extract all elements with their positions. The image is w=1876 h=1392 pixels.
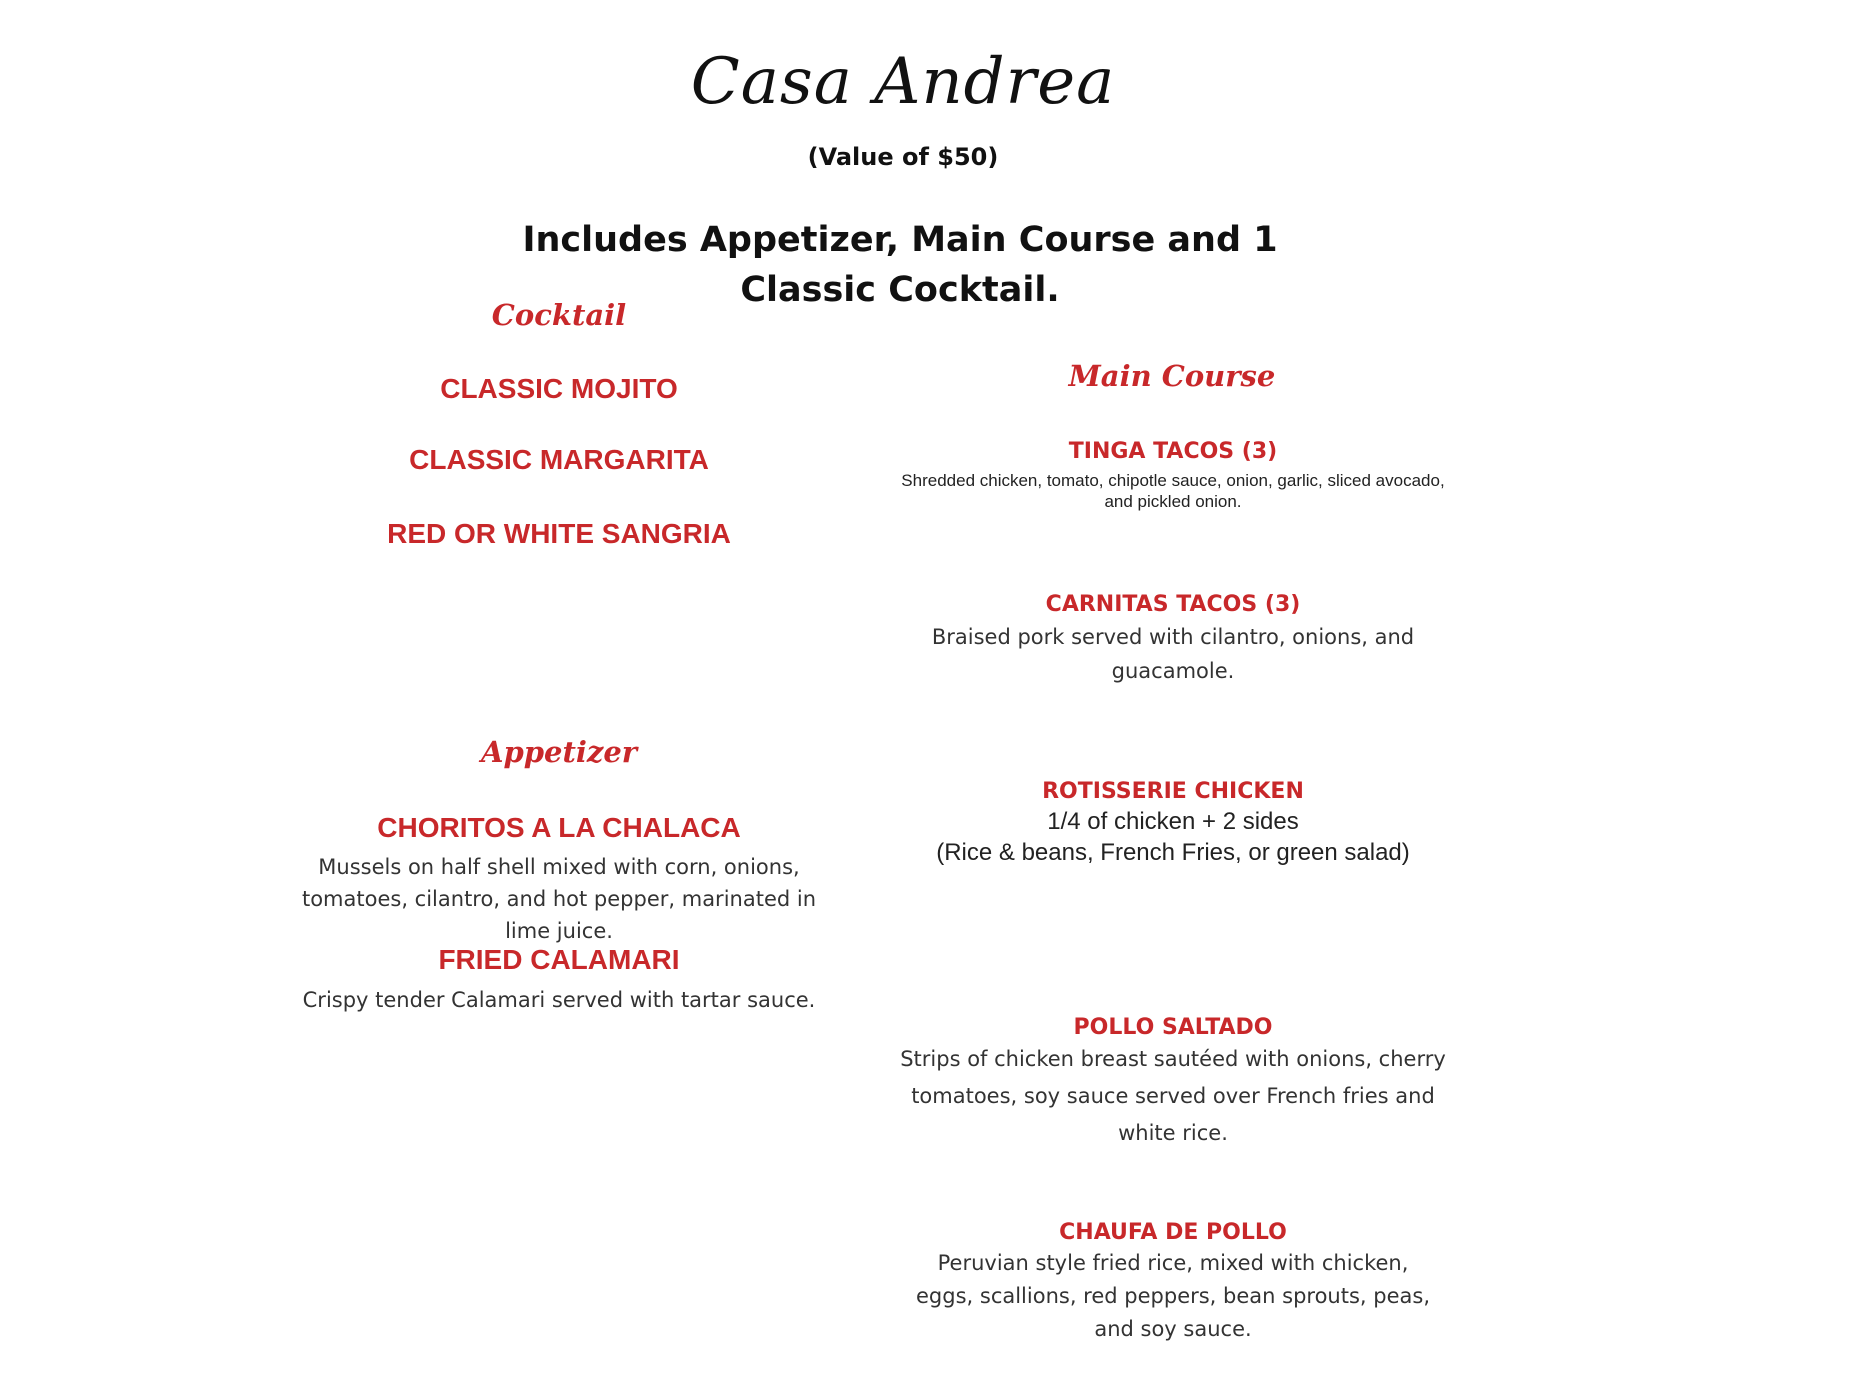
main-item-description: (Rice & beans, French Fries, or green salad) [936,839,1410,866]
main-item-name: CARNITAS TACOS (3) [1045,592,1301,617]
main-item-description: Peruvian style fried rice, mixed with chicken, eggs, scallions, red peppers, bean sprouts, peas, and soy sauce. [916,1251,1430,1341]
restaurant-title: Casa Andrea [690,45,1116,119]
includes-heading: Includes Appetizer, Main Course and 1 Classic Cocktail. [522,220,1278,310]
value-note: (Value of $50) [807,143,999,171]
appetizer-item-name: CHORITOS A LA CHALACA [377,812,741,843]
cocktail-item: CLASSIC MOJITO [440,373,678,404]
main-item-name: TINGA TACOS (3) [1068,439,1278,464]
cocktail-item: RED OR WHITE SANGRIA [387,518,731,549]
main-item-description: Braised pork served with cilantro, onions, and guacamole. [931,625,1415,683]
section-heading-cocktail: Cocktail [491,298,627,332]
main-item-name: CHAUFA DE POLLO [1059,1220,1287,1245]
main-item-description: Strips of chicken breast sautéed with onions, cherry tomatoes, soy sauce served over French fries and white rice. [900,1047,1446,1145]
main-item-description: 1/4 of chicken + 2 sides [1047,808,1299,835]
section-heading-main-course: Main Course [1068,359,1276,393]
main-item-name: POLLO SALTADO [1073,1015,1273,1040]
appetizer-item-name: FRIED CALAMARI [438,944,680,975]
section-heading-appetizer: Appetizer [480,735,638,769]
appetizer-item-description: Crispy tender Calamari served with tartar sauce. [302,988,816,1012]
main-item-name: ROTISSERIE CHICKEN [1042,779,1304,804]
appetizer-item-description: Mussels on half shell mixed with corn, onions, tomatoes, cilantro, and hot pepper, marinated in lime juice. [301,855,817,943]
cocktail-item: CLASSIC MARGARITA [409,444,709,475]
main-item-description: Shredded chicken, tomato, chipotle sauce, onion, garlic, sliced avocado, and pickled onion. [901,471,1445,511]
